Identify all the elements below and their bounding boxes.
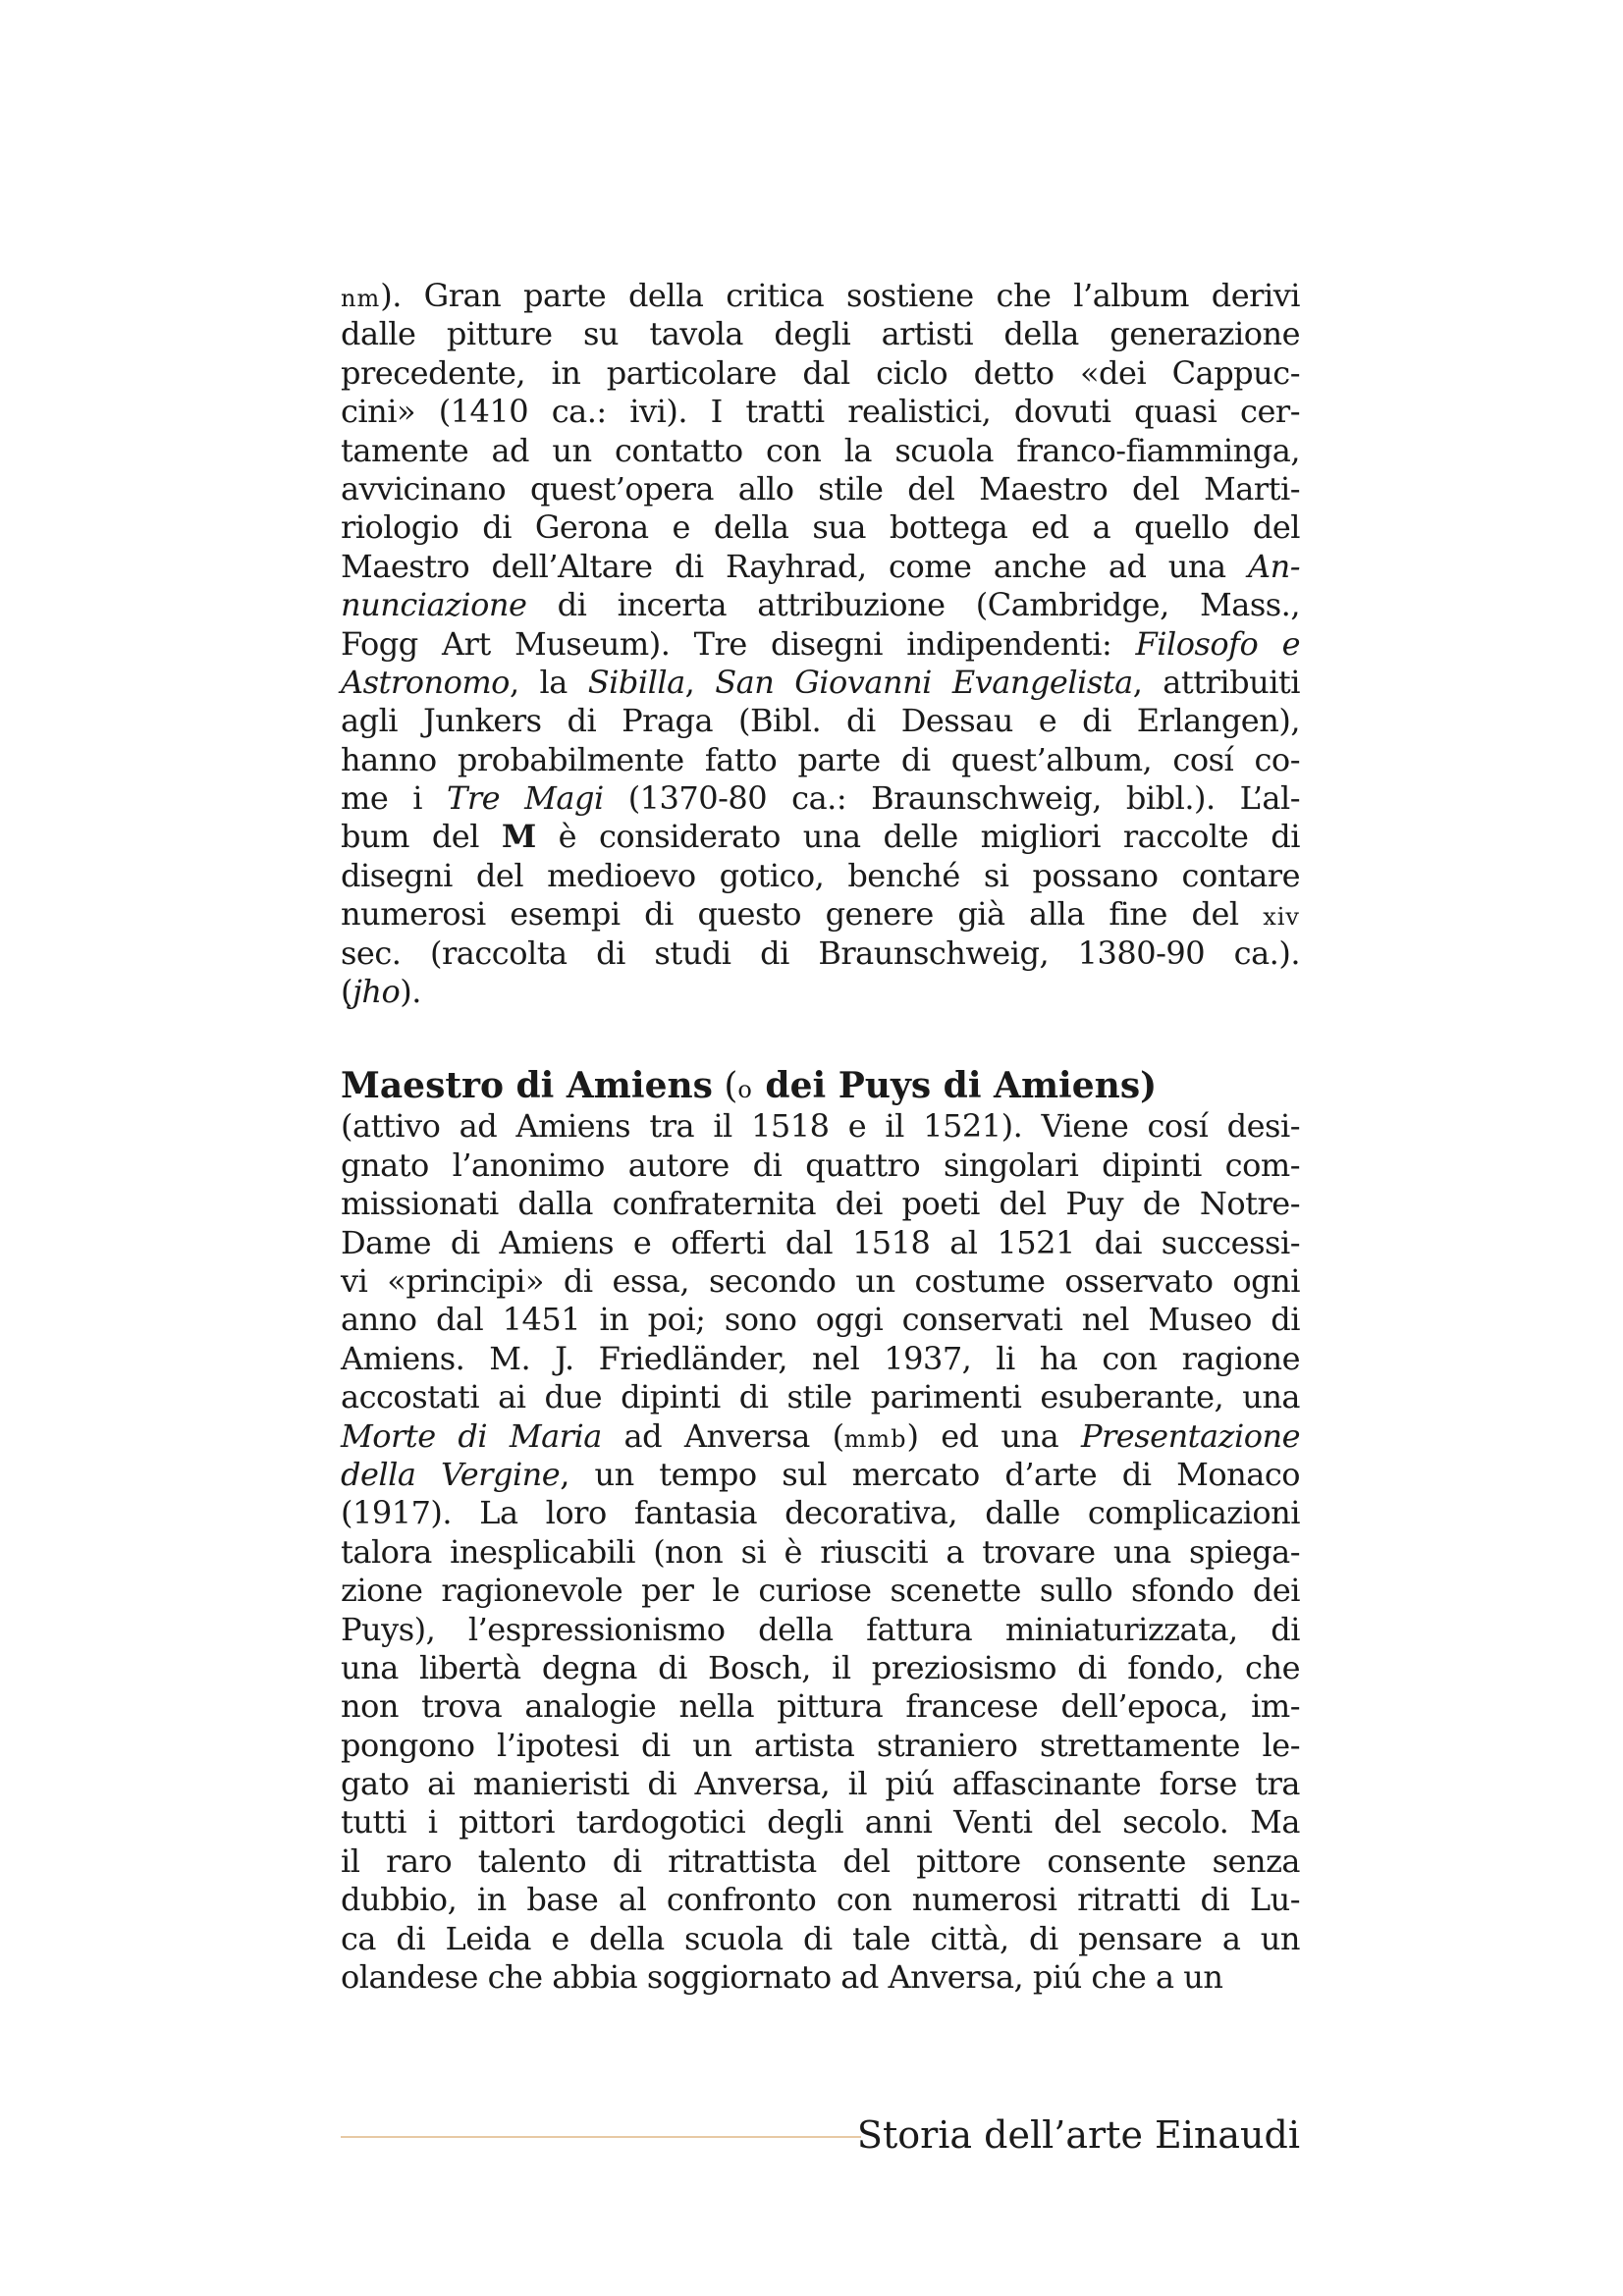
text-run: me i [341,779,448,818]
text-line [341,741,1300,779]
text-line [341,934,1300,973]
text-run: una libertà degna di Bosch, il preziosismo di fondo, che [341,1648,1300,1686]
text-line [341,1572,1300,1610]
text-line [341,1456,1300,1494]
text-line [341,1378,1300,1416]
text-run: , [684,663,716,701]
text-run: avvicinano quest’opera allo stile del Maestro del Marti- [341,469,1300,507]
text-run: vi «principi» di essa, secondo un costume osservato ogni [341,1261,1300,1300]
text-line [341,857,1300,895]
text-line [341,1494,1300,1532]
entry-heading-maestro-di-amiens [341,1064,1300,1107]
text-line [341,586,1300,624]
text-line [341,315,1300,353]
text-line [341,1107,1300,1146]
bold-abbrev: M [501,818,536,856]
text-run: gnato l’anonimo autore di quattro singolari dipinti com- [341,1146,1300,1184]
text-run: Fogg Art Museum). Tre disegni indipendenti: [341,624,1136,663]
text-line [341,1185,1300,1223]
text-run: riologio di Gerona e della sua bottega ed a quello del [341,508,1300,547]
footer-title: Storia dell’arte Einaudi [856,2113,1300,2157]
text-line [341,1881,1300,1919]
text-line [341,1920,1300,1958]
footer-rule [341,2136,861,2138]
heading-name: Maestro di Amiens [341,1065,713,1107]
text-run: , attribuiti [1132,663,1301,701]
italic-title: Astronomo [341,663,510,701]
text-line [341,393,1300,431]
text-run: ( [341,973,352,1011]
text-run: , la [509,663,588,701]
text-run: dalle pitture su tavola degli artisti della generazione [341,315,1300,353]
text-run: (1917). La loro fantasia decorativa, dalle complicazioni [341,1494,1300,1532]
text-run: Dame di Amiens e offerti dal 1518 al 1521 dai successi- [341,1223,1300,1261]
smallcaps-abbrev: mmb [843,1424,907,1453]
italic-title: San Giovanni Evangelista [715,663,1133,701]
text-line [341,1842,1300,1881]
text-run: ad Anversa ( [601,1416,844,1455]
text-run: Maestro dell’Altare di Rayhrad, come anche ad una [341,547,1248,585]
text-run: Amiens. M. J. Friedländer, nel 1937, li ha con ragione [341,1339,1300,1377]
text-line [341,779,1300,818]
text-run: missionati dalla confraternita dei poeti del Puy de Notre- [341,1185,1300,1223]
text-run: bum del [341,818,502,856]
text-run: olandese che abbia soggiornato ad Anversa, piú che a un [341,1958,1223,1997]
italic-title: Tre Magi [447,779,604,818]
text-line [341,664,1300,702]
text-line [341,277,1300,315]
text-line [341,895,1300,934]
text-run: non trova analogie nella pittura francese dell’epoca, im- [341,1687,1300,1726]
text-run: numerosi esempi di questo genere già alla fine del [341,895,1264,934]
text-line [341,548,1300,586]
text-line [341,508,1300,547]
heading-open-paren: ( [712,1066,738,1107]
text-line [341,1958,1300,1997]
text-line [341,354,1300,393]
text-run: cini» (1410 ca.: ivi). I tratti realistici, dovuti quasi cer- [341,393,1300,431]
italic-title: Sibilla [587,663,685,701]
text-line [341,1687,1300,1726]
text-run: accostati ai due dipinti di stile parimenti esuberante, una [341,1378,1300,1416]
italic-title: Morte di Maria [341,1416,602,1455]
page-footer [341,2110,1300,2160]
entry-maestro-previous-continuation [341,277,1300,1011]
italic-title: nunciazione [341,586,527,624]
page-body [341,277,1300,1997]
text-run: (attivo ad Amiens tra il 1518 e il 1521). Viene cosí desi- [341,1107,1300,1146]
text-run: (1370-80 ca.: Braunschweig, bibl.). L’al- [603,779,1301,818]
text-line [341,1417,1300,1456]
italic-title: An- [1247,547,1300,585]
italic-title: della Vergine [341,1455,561,1493]
smallcaps-abbrev: nm [341,285,381,312]
entry-maestro-di-amiens-body [341,1107,1300,1997]
heading-alternate-name: dei Puys di Amiens) [752,1065,1158,1107]
text-line [341,1765,1300,1803]
text-line [341,1301,1300,1339]
text-run: zione ragionevole per le curiose scenette sullo sfondo dei [341,1572,1300,1610]
text-run: anno dal 1451 in poi; sono oggi conservati nel Museo di [341,1301,1300,1339]
text-run: ). [400,973,421,1011]
text-line [341,702,1300,740]
text-run: , un tempo sul mercato d’arte di Monaco [560,1455,1301,1493]
text-run: ca di Leida e della scuola di tale città, di pensare a un [341,1919,1300,1957]
text-run: dubbio, in base al confronto con numerosi ritratti di Lu- [341,1881,1300,1919]
italic-title: Presentazione [1080,1416,1301,1455]
text-line [341,1147,1300,1185]
text-run: tutti i pittori tardogotici degli anni Venti del secolo. Ma [341,1803,1300,1842]
text-line [341,1727,1300,1765]
heading-conjunction: o [737,1076,753,1104]
text-run: di incerta attribuzione (Cambridge, Mass., [526,586,1300,624]
text-run: pongono l’ipotesi di un artista straniero strettamente le- [341,1726,1300,1764]
text-run: è considerato una delle migliori raccolte di [535,818,1301,856]
italic-title: jho [352,973,401,1011]
text-run: tamente ad un contatto con la scuola franco-fiamminga, [341,431,1300,469]
italic-title: Filosofo e [1135,624,1301,663]
text-run: il raro talento di ritrattista del pittore consente senza [341,1842,1300,1880]
text-line [341,973,1300,1011]
text-run: disegni del medioevo gotico, benché si possano contare [341,856,1300,894]
text-line [341,1611,1300,1649]
text-run: Puys), l’espressionismo della fattura miniaturizzata, di [341,1610,1300,1648]
text-run: sec. (raccolta di studi di Braunschweig, 1380-90 ca.). [341,934,1300,972]
text-line [341,1533,1300,1572]
text-run: ). Gran parte della critica sostiene che l’album derivi [380,277,1300,314]
smallcaps-abbrev: xiv [1263,903,1300,932]
text-run: talora inesplicabili (non si è riusciti a trovare una spiega- [341,1532,1300,1571]
text-line [341,432,1300,470]
text-line [341,1803,1300,1842]
text-line [341,818,1300,856]
text-run: precedente, in particolare dal ciclo detto «dei Cappuc- [341,353,1300,392]
text-line [341,470,1300,508]
text-run: hanno probabilmente fatto parte di quest’album, cosí co- [341,740,1300,778]
text-line [341,1340,1300,1378]
text-run: agli Junkers di Praga (Bibl. di Dessau e di Erlangen), [341,702,1300,740]
text-line [341,1224,1300,1262]
text-line [341,625,1300,664]
text-line [341,1649,1300,1687]
text-run: ) ed una [906,1416,1081,1455]
text-line [341,1262,1300,1301]
text-run: gato ai manieristi di Anversa, il piú affascinante forse tra [341,1765,1300,1803]
